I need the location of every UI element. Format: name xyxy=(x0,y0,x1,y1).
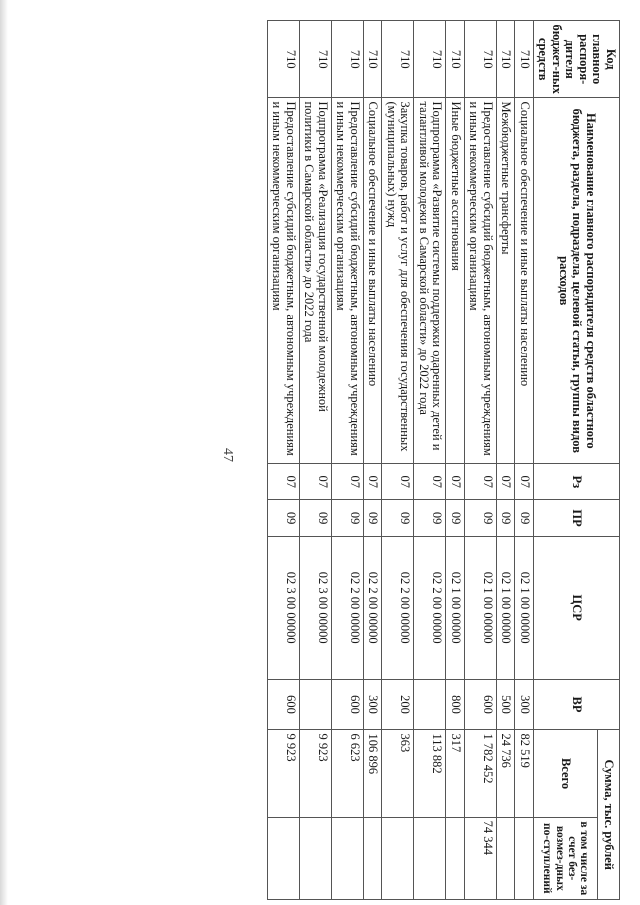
row-name: Иные бюджетные ассигнования xyxy=(446,98,465,464)
row-csr: 02 1 00 00000 xyxy=(497,536,516,679)
row-code: 710 xyxy=(465,21,497,98)
row-total: 9 923 xyxy=(300,730,332,817)
table-body xyxy=(268,21,534,900)
header-sum: Сумма, тыс. рублей xyxy=(598,730,620,900)
row-pr: 09 xyxy=(300,500,332,536)
page-number: 47 xyxy=(220,448,235,462)
row-code: 710 xyxy=(364,21,383,98)
row-rz: 07 xyxy=(382,464,414,500)
row-vr xyxy=(414,679,446,730)
table-row xyxy=(364,21,383,900)
row-code: 710 xyxy=(414,21,446,98)
row-code: 710 xyxy=(446,21,465,98)
row-pr: 09 xyxy=(382,500,414,536)
row-gratuitous xyxy=(497,817,516,899)
row-csr: 02 2 00 00000 xyxy=(332,536,364,679)
row-pr: 09 xyxy=(446,500,465,536)
table-row xyxy=(497,21,516,900)
row-vr: 300 xyxy=(515,679,534,730)
row-total: 24 736 xyxy=(497,730,516,817)
row-gratuitous xyxy=(382,817,414,899)
row-code: 710 xyxy=(268,21,300,98)
row-total: 317 xyxy=(446,730,465,817)
row-gratuitous xyxy=(364,817,383,899)
row-code: 710 xyxy=(332,21,364,98)
row-total: 363 xyxy=(382,730,414,817)
row-rz: 07 xyxy=(268,464,300,500)
row-name: Закупка товаров, работ и услуг для обеспечения государственных (муниципальных) нужд xyxy=(382,98,414,464)
row-name: Межбюджетные трансферты xyxy=(497,98,516,464)
row-gratuitous xyxy=(332,817,364,899)
row-total: 9 923 xyxy=(268,730,300,817)
row-vr: 600 xyxy=(268,679,300,730)
row-pr: 09 xyxy=(332,500,364,536)
header-gratuitous: в том числе за счет без-возмез-дных по-ступлений xyxy=(534,817,598,899)
row-pr: 09 xyxy=(364,500,383,536)
row-vr: 800 xyxy=(446,679,465,730)
row-rz: 07 xyxy=(364,464,383,500)
row-pr: 09 xyxy=(515,500,534,536)
table-row xyxy=(446,21,465,900)
row-csr: 02 3 00 00000 xyxy=(268,536,300,679)
header-code: Код главного распоря-дителя бюджет-ных средств xyxy=(534,21,620,98)
row-rz: 07 xyxy=(300,464,332,500)
row-vr: 600 xyxy=(332,679,364,730)
row-vr xyxy=(300,679,332,730)
row-vr: 500 xyxy=(497,679,516,730)
row-csr: 02 2 00 00000 xyxy=(382,536,414,679)
table-row xyxy=(465,21,497,900)
row-csr: 02 1 00 00000 xyxy=(446,536,465,679)
row-rz: 07 xyxy=(465,464,497,500)
row-csr: 02 1 00 00000 xyxy=(515,536,534,679)
row-pr: 09 xyxy=(465,500,497,536)
row-csr: 02 3 00 00000 xyxy=(300,536,332,679)
row-csr: 02 1 00 00000 xyxy=(465,536,497,679)
row-csr: 02 2 00 00000 xyxy=(414,536,446,679)
row-csr: 02 2 00 00000 xyxy=(364,536,383,679)
row-name: Социальное обеспечение и иные выплаты населению xyxy=(364,98,383,464)
table-row xyxy=(300,21,332,900)
row-pr: 09 xyxy=(268,500,300,536)
header-csr: ЦСР xyxy=(534,536,620,679)
row-name: Подпрограмма «Реализация государственной молодежной политики в Самарской области» до 2022 года xyxy=(300,98,332,464)
row-rz: 07 xyxy=(497,464,516,500)
row-gratuitous: 74 344 xyxy=(465,817,497,899)
table-row xyxy=(515,21,534,900)
row-rz: 07 xyxy=(332,464,364,500)
row-name: Социальное обеспечение и иные выплаты населению xyxy=(515,98,534,464)
row-code: 710 xyxy=(382,21,414,98)
row-vr: 300 xyxy=(364,679,383,730)
row-name: Предоставление субсидий бюджетным, автономным учреждениям и иным некоммерческим организациям xyxy=(465,98,497,464)
row-vr: 200 xyxy=(382,679,414,730)
header-total: Всего xyxy=(534,730,598,817)
rotated-table-area xyxy=(35,20,620,900)
row-total: 82 519 xyxy=(515,730,534,817)
row-code: 710 xyxy=(497,21,516,98)
row-pr: 09 xyxy=(414,500,446,536)
table-row xyxy=(332,21,364,900)
row-total: 6 623 xyxy=(332,730,364,817)
table-row xyxy=(382,21,414,900)
row-total: 113 882 xyxy=(414,730,446,817)
row-rz: 07 xyxy=(414,464,446,500)
row-total: 106 896 xyxy=(364,730,383,817)
row-rz: 07 xyxy=(446,464,465,500)
row-pr: 09 xyxy=(497,500,516,536)
scan-page-edge xyxy=(0,0,8,905)
row-name: Предоставление субсидий бюджетным, автономным учреждениям и иным некоммерческим организациям xyxy=(332,98,364,464)
table-row xyxy=(268,21,300,900)
row-gratuitous xyxy=(300,817,332,899)
row-gratuitous xyxy=(446,817,465,899)
row-vr: 600 xyxy=(465,679,497,730)
row-name: Подпрограмма «Развитие системы поддержки одаренных детей и талантливой молодежи в Самарской области» до 2022 года xyxy=(414,98,446,464)
header-vr: ВР xyxy=(534,679,620,730)
table-row xyxy=(414,21,446,900)
header-name: Наименование главного распорядителя средств областного бюджета, раздела, подраздела, целевой статьи, группы видов расходов xyxy=(534,98,620,464)
row-code: 710 xyxy=(515,21,534,98)
row-gratuitous xyxy=(268,817,300,899)
header-pr: ПР xyxy=(534,500,620,536)
row-rz: 07 xyxy=(515,464,534,500)
row-total: 1 782 452 xyxy=(465,730,497,817)
budget-table xyxy=(267,20,620,900)
row-gratuitous xyxy=(414,817,446,899)
row-code: 710 xyxy=(300,21,332,98)
header-rz: Рз xyxy=(534,464,620,500)
row-name: Предоставление субсидий бюджетным, автономным учреждениям и иным некоммерческим организациям xyxy=(268,98,300,464)
row-gratuitous xyxy=(515,817,534,899)
